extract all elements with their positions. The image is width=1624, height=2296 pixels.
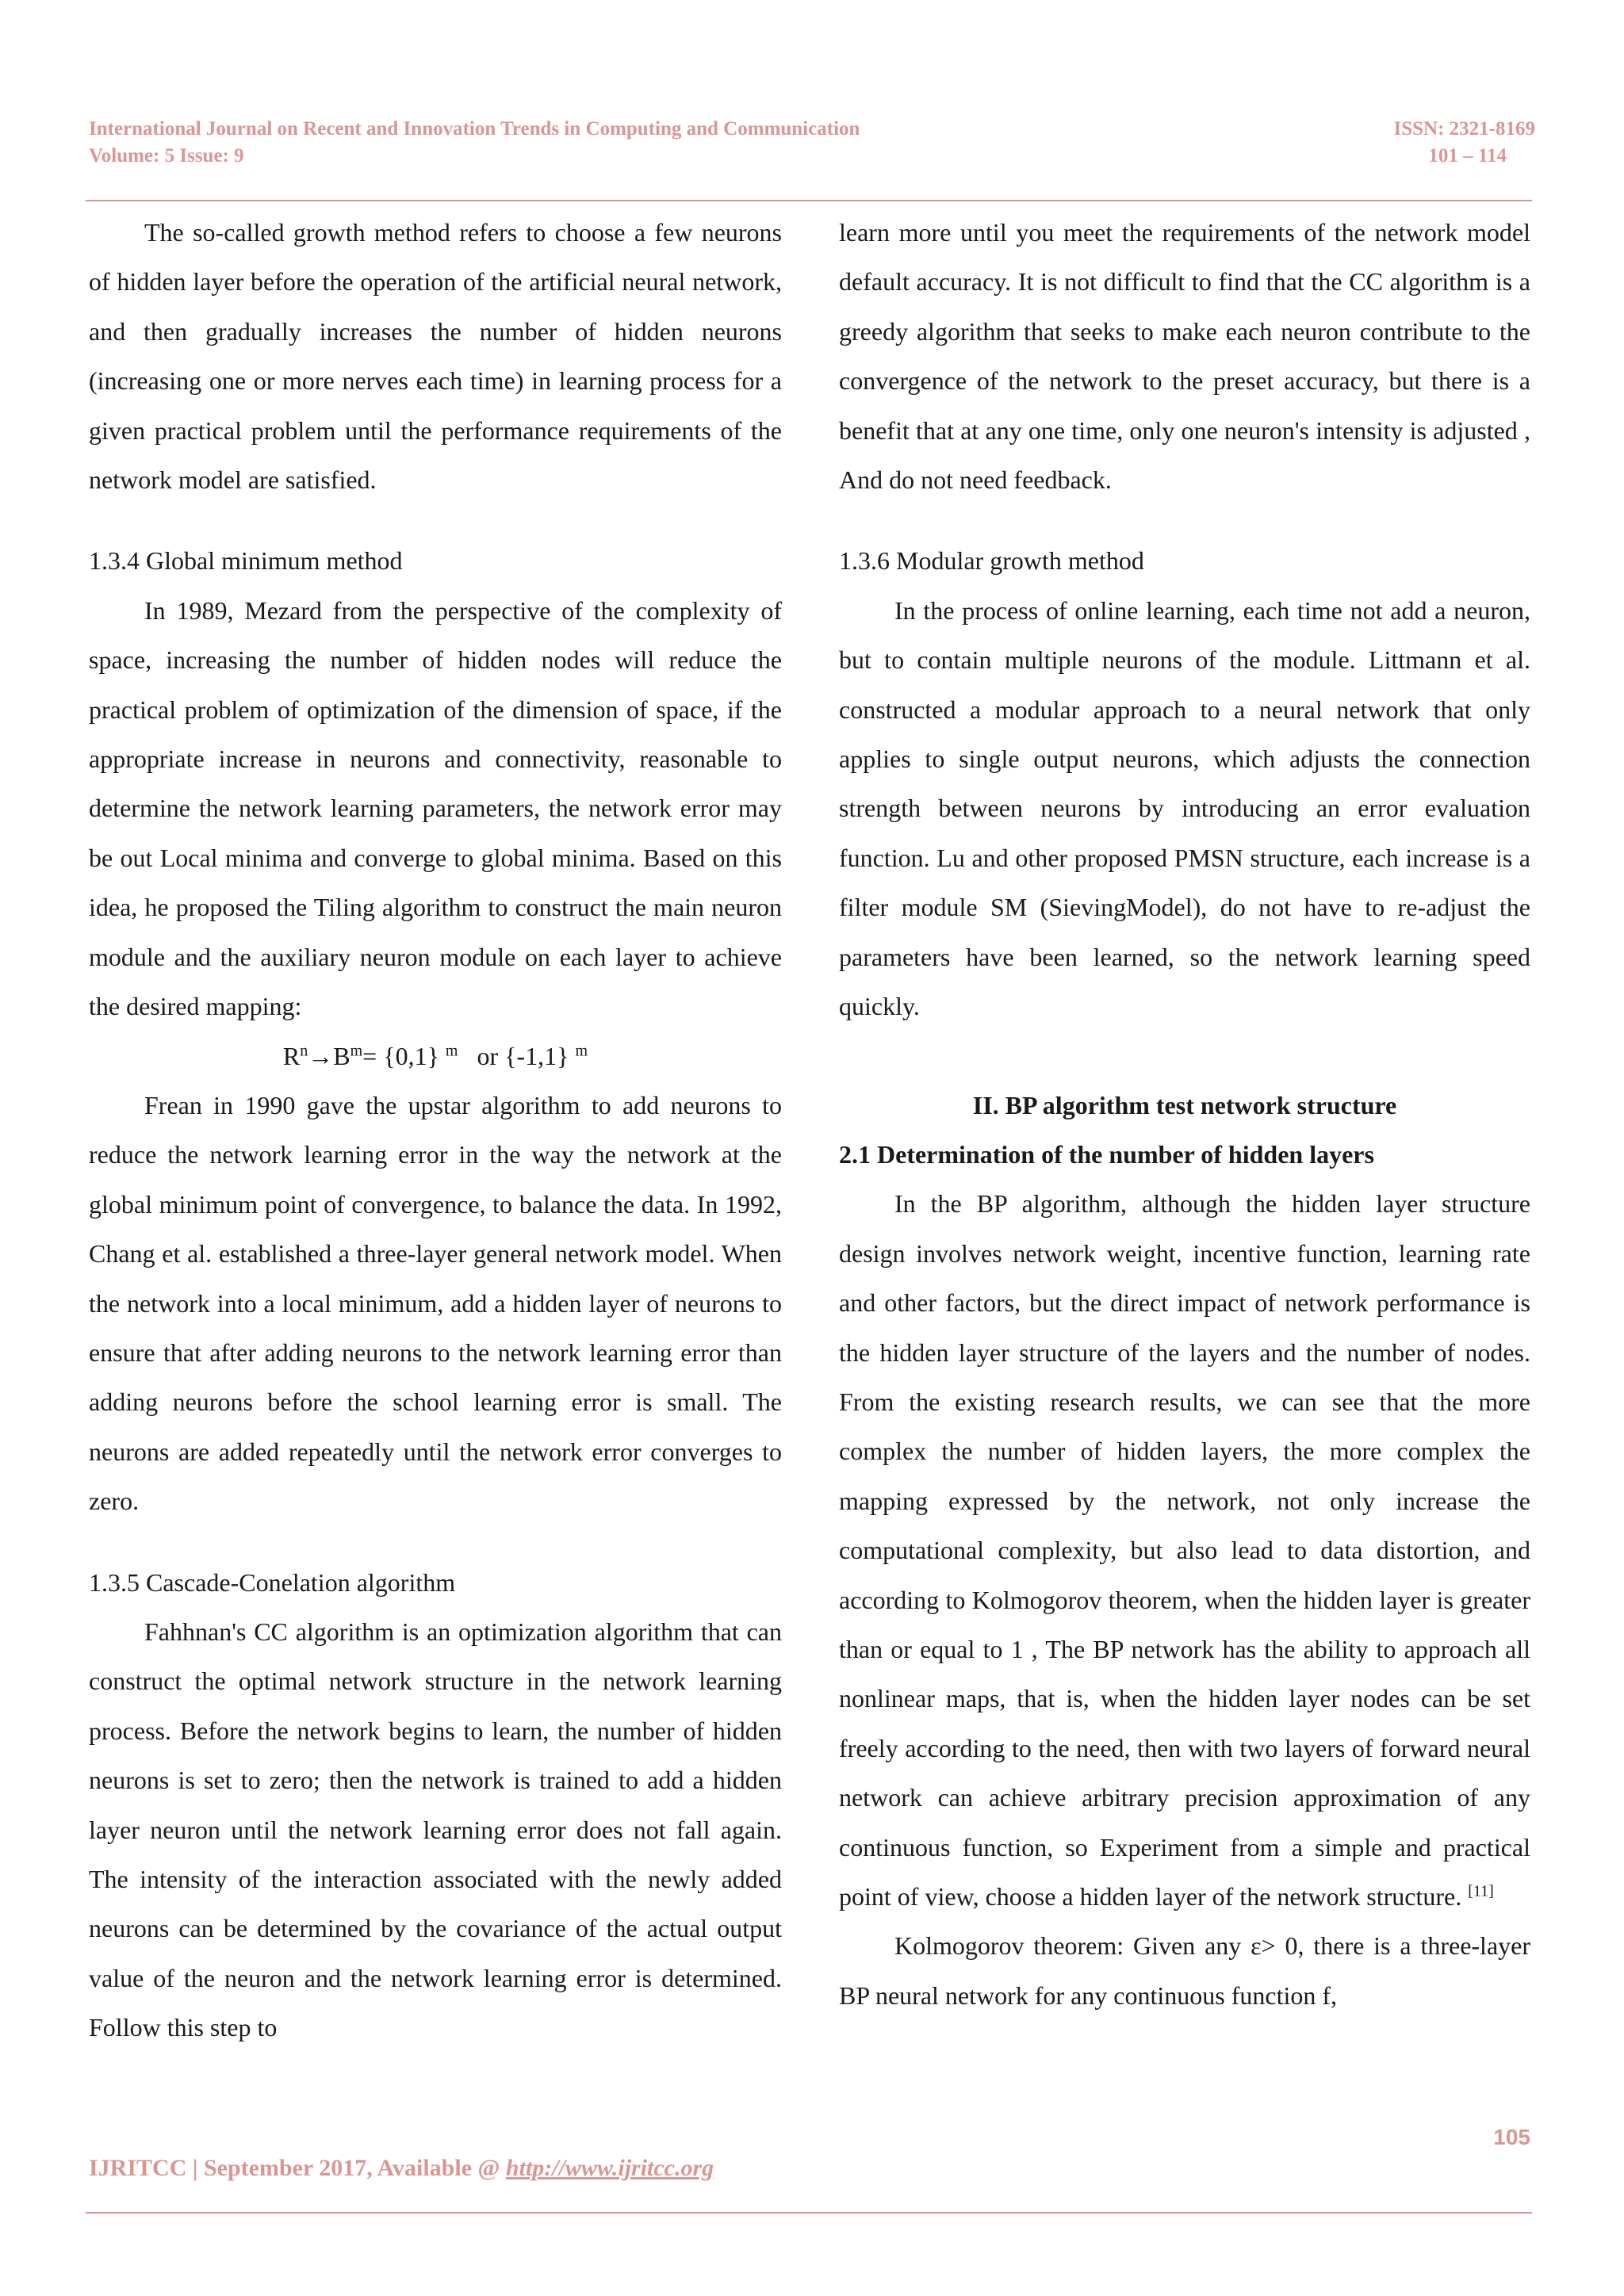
journal-name: International Journal on Recent and Innovation Trends in Computing and Communication bbox=[89, 118, 860, 140]
issn: ISSN: 2321-8169 bbox=[1393, 118, 1535, 140]
footer-text: IJRITCC | September 2017, Available @ bbox=[89, 2155, 506, 2181]
paragraph: Kolmogorov theorem: Given any ε> 0, there is a three-layer BP neural network for any continuous function f, bbox=[839, 1931, 1530, 2010]
paragraph: In the BP algorithm, although the hidden layer structure design involves network weight, incentive function, learning rate and other factors, but the direct impact of network performance is the hidden layer structure of the layers and the number of nodes. From the existing research results, we can see that the more complex the number of hidden layers, the more complex the mapping expressed by the network, not only increase the computational complexity, but also lead to data distortion, and according to Kolmogorov theorem, when the hidden layer is greater than or equal to 1 , The BP network has the ability to approach all nonlinear maps, that is, when the hidden layer nodes can be set freely according to the need, then with two layers of forward neural network can achieve arbitrary precision approximation of any continuous function, so Experiment from a simple and practical point of view, choose a hidden layer of the network structure. [11] bbox=[839, 1189, 1530, 1911]
running-header bbox=[89, 116, 1535, 170]
section-heading-2-1: 2.1 Determination of the number of hidden layers bbox=[839, 1139, 1374, 1169]
right-column bbox=[839, 208, 1530, 2020]
page-number: 105 bbox=[1493, 2125, 1530, 2149]
journal-link[interactable]: http://www.ijritcc.org bbox=[505, 2155, 714, 2181]
section-heading-II: II. BP algorithm test network structure bbox=[972, 1090, 1397, 1119]
paragraph: In the process of online learning, each time not add a neuron, but to contain multiple neurons of the module. Littmann et al. constructed a modular approach to a neural network that only applies to single output neurons, which adjusts the connection strength between neurons by introducing an error evaluation function. Lu and other proposed PMSN structure, each increase is a filter module SM (SievingModel), do not have to re-adjust the parameters have been learned, so the network learning speed quickly. bbox=[839, 595, 1530, 1021]
left-column bbox=[89, 208, 782, 2053]
paragraph: Fahhnan's CC algorithm is an optimization algorithm that can construct the optimal network structure in the network learning process. Before the network begins to learn, the number of hidden neurons is set to zero; then the network is trained to add a hidden layer neuron until the network learning error does not fall again. The intensity of the interaction associated with the newly added neurons can be determined by the covariance of the actual output value of the neuron and the network learning error is determined. Follow this step to bbox=[89, 1617, 782, 2042]
paragraph: Frean in 1990 gave the upstar algorithm to add neurons to reduce the network learning error in the way the network at the global minimum point of convergence, to balance the data. In 1992, Chang et al. established a three-layer general network model. When the network into a local minimum, add a hidden layer of neurons to ensure that after adding neurons to the network learning error than adding neurons before the school learning error is small. The neurons are added repeatedly until the network error converges to zero. bbox=[89, 1090, 782, 1516]
page-range: 101 – 114 bbox=[1428, 145, 1507, 166]
section-heading-1-3-4: 1.3.4 Global minimum method bbox=[89, 546, 403, 576]
mapping-formula: $R^n\to B^m= \{0,1\}$ $^m$ or {-1,1} $^m$ bbox=[282, 1041, 588, 1070]
section-heading-1-3-6: 1.3.6 Modular growth method bbox=[839, 546, 1144, 576]
paragraph: In 1989, Mezard from the perspective of the complexity of space, increasing the number of hidden nodes will reduce the practical problem of optimization of the dimension of space, if the appropriate increase in neurons and connectivity, reasonable to determine the network learning parameters, the network error may be out Local minima and converge to global minima. Based on this idea, he proposed the Tiling algorithm to construct the main neuron module and the auxiliary neuron module on each layer to achieve the desired mapping: bbox=[89, 595, 782, 1021]
footer-rule bbox=[86, 2212, 1532, 2214]
volume-issue: Volume: 5 Issue: 9 bbox=[89, 145, 244, 166]
citation-ref: [11] bbox=[1468, 1882, 1494, 1900]
paragraph: The so-called growth method refers to choose a few neurons of hidden layer before the operation of the artificial neural network, and then gradually increases the number of hidden neurons (increasing one or more nerves each time) in learning process for a given practical problem until the performance requirements of the network model are satisfied. bbox=[89, 218, 782, 495]
paragraph: learn more until you meet the requirements of the network model default accuracy. It is not difficult to find that the CC algorithm is a greedy algorithm that seeks to make each neuron contribute to the convergence of the network to the preset accuracy, but there is a benefit that at any one time, only one neuron's intensity is adjusted , And do not need feedback. bbox=[839, 218, 1530, 495]
header-rule bbox=[86, 200, 1532, 201]
section-heading-1-3-5: 1.3.5 Cascade-Conelation algorithm bbox=[89, 1567, 456, 1597]
footer bbox=[89, 2155, 714, 2182]
